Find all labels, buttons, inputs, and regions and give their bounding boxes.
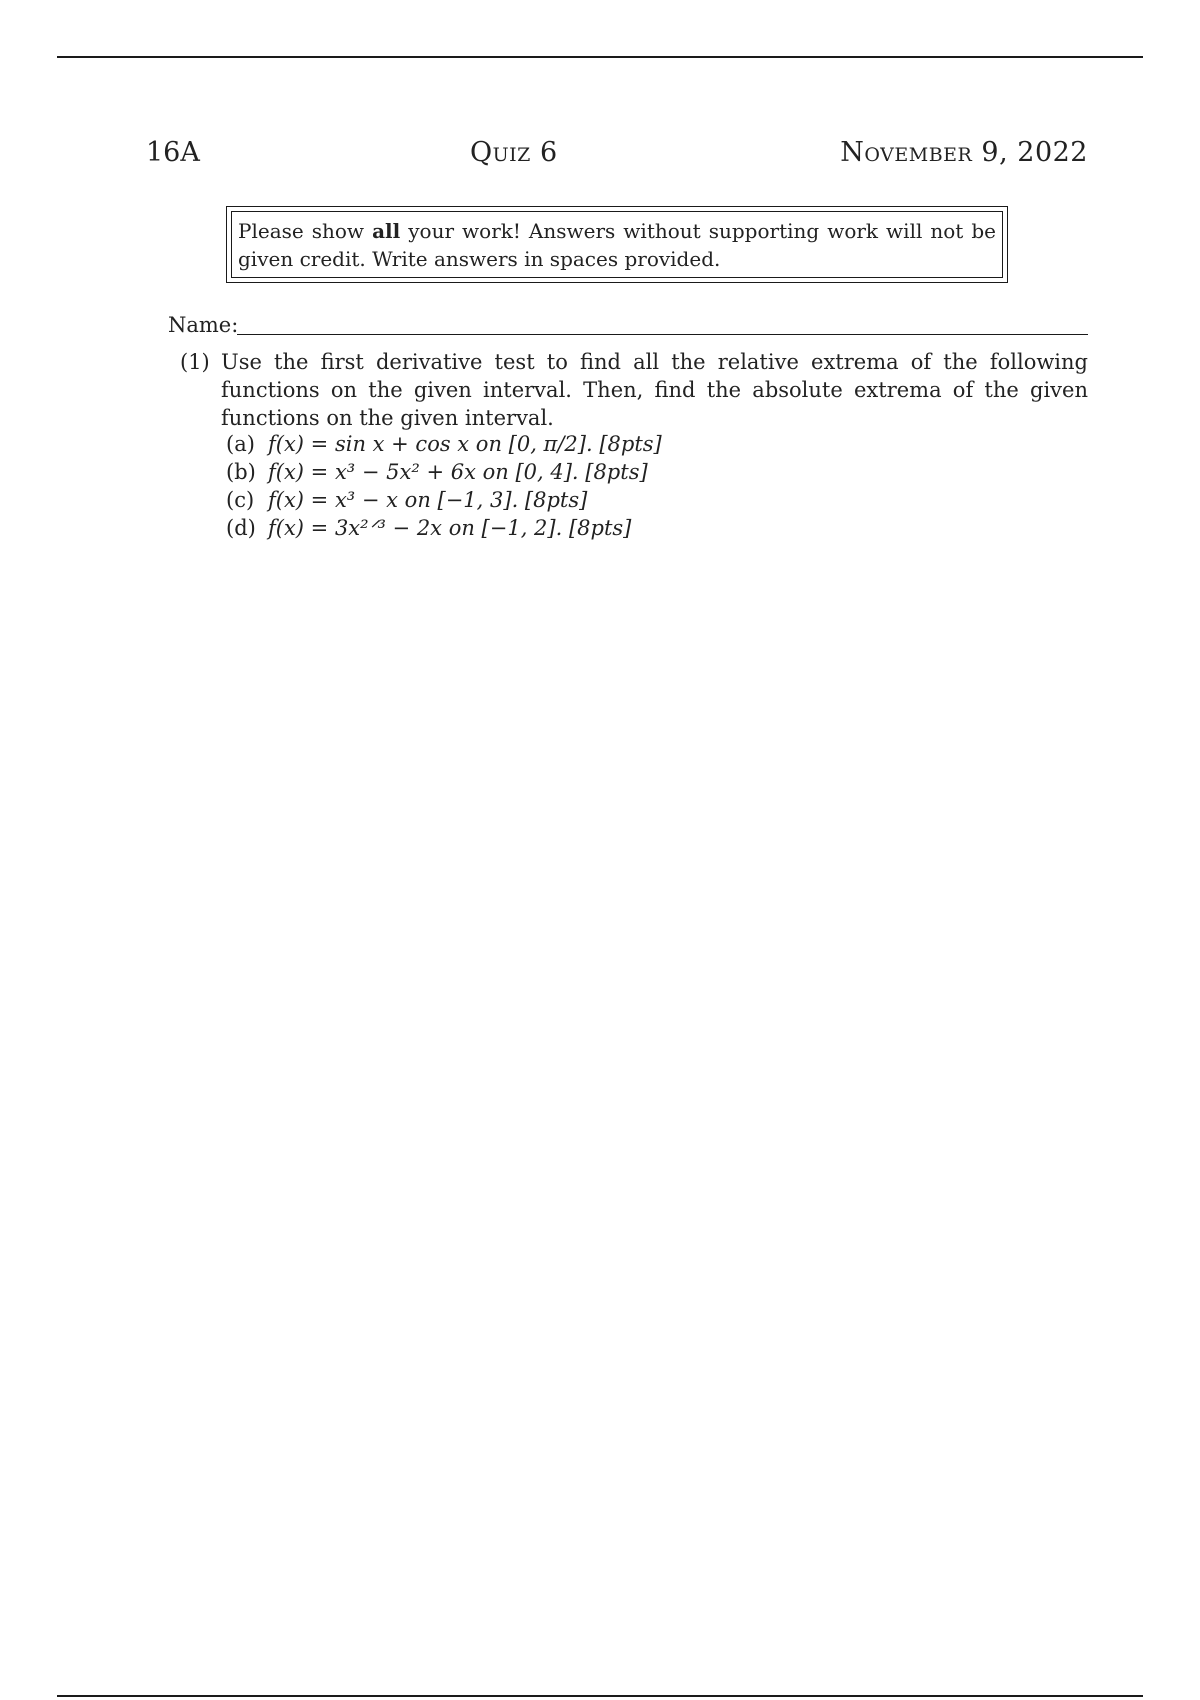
part-expression: f(x) = sin x + cos x on [0, π/2]. [8pts]: [268, 432, 662, 456]
bottom-rule: [57, 1695, 1143, 1697]
part-expression: f(x) = x³ − 5x² + 6x on [0, 4]. [8pts]: [268, 460, 648, 484]
course-code: 16A: [146, 137, 200, 168]
instructions-emphasis: all: [372, 219, 401, 243]
problem-statement: Use the first derivative test to find all the relative extrema of the following functions on the given interval. Then, find the absolute extrema of the given functions on the given interval.: [221, 350, 1088, 430]
problem-part-b: [226, 458, 662, 486]
problem-part-a: [226, 430, 662, 458]
problem-part-d: [226, 514, 662, 542]
quiz-title: Quiz 6: [470, 137, 558, 168]
quiz-date: November 9, 2022: [840, 137, 1088, 168]
instructions-text: [231, 211, 1003, 278]
name-field-line[interactable]: [237, 334, 1088, 335]
problem-number: (1): [180, 350, 210, 374]
part-label: (b): [226, 460, 256, 484]
part-expression: f(x) = 3x²ᐟ³ − 2x on [−1, 2]. [8pts]: [268, 516, 632, 540]
instructions-box: [226, 206, 1008, 283]
instructions-text-end: your work! Answers without supporting work will not be given credit. Write answers in spaces provided.: [238, 219, 997, 271]
problem-parts-list: [226, 430, 662, 542]
instructions-text-start: Please show: [238, 219, 373, 243]
problem-part-c: [226, 486, 662, 514]
part-label: (a): [226, 432, 255, 456]
top-rule: [57, 56, 1143, 58]
part-label: (c): [226, 488, 255, 512]
part-expression: f(x) = x³ − x on [−1, 3]. [8pts]: [268, 488, 588, 512]
name-label: Name:: [168, 313, 239, 337]
part-label: (d): [226, 516, 256, 540]
